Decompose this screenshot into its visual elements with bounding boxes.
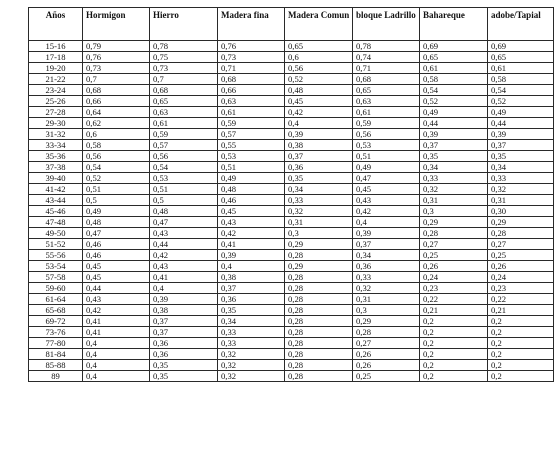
age-range-cell: 73-76 [29, 327, 83, 338]
value-cell: 0,64 [83, 107, 150, 118]
value-cell: 0,58 [488, 74, 554, 85]
value-cell: 0,37 [218, 283, 285, 294]
header-hierro: Hierro [150, 8, 218, 41]
value-cell: 0,37 [285, 151, 353, 162]
value-cell: 0,65 [150, 96, 218, 107]
value-cell: 0,37 [150, 316, 218, 327]
value-cell: 0,53 [218, 151, 285, 162]
table-row [29, 250, 554, 261]
age-range-cell: 19-20 [29, 63, 83, 74]
value-cell: 0,78 [353, 41, 420, 52]
value-cell: 0,39 [353, 228, 420, 239]
value-cell: 0,29 [420, 217, 488, 228]
value-cell: 0,68 [218, 74, 285, 85]
value-cell: 0,33 [285, 195, 353, 206]
value-cell: 0,51 [353, 151, 420, 162]
value-cell: 0,65 [353, 85, 420, 96]
value-cell: 0,31 [353, 294, 420, 305]
value-cell: 0,51 [83, 184, 150, 195]
table-row [29, 206, 554, 217]
depreciation-table [28, 7, 554, 382]
value-cell: 0,65 [488, 52, 554, 63]
age-range-cell: 31-32 [29, 129, 83, 140]
value-cell: 0,49 [218, 173, 285, 184]
value-cell: 0,39 [488, 129, 554, 140]
age-range-cell: 33-34 [29, 140, 83, 151]
age-range-cell: 53-54 [29, 261, 83, 272]
table-row [29, 74, 554, 85]
value-cell: 0,47 [353, 173, 420, 184]
header-madera-fina: Madera fina [218, 8, 285, 41]
value-cell: 0,47 [150, 217, 218, 228]
value-cell: 0,43 [218, 217, 285, 228]
value-cell: 0,28 [285, 305, 353, 316]
value-cell: 0,59 [150, 129, 218, 140]
value-cell: 0,45 [83, 261, 150, 272]
value-cell: 0,2 [420, 327, 488, 338]
table-row [29, 96, 554, 107]
value-cell: 0,48 [218, 184, 285, 195]
value-cell: 0,2 [420, 316, 488, 327]
value-cell: 0,23 [488, 283, 554, 294]
value-cell: 0,28 [285, 294, 353, 305]
value-cell: 0,48 [150, 206, 218, 217]
value-cell: 0,25 [353, 371, 420, 382]
value-cell: 0,21 [420, 305, 488, 316]
value-cell: 0,43 [353, 195, 420, 206]
value-cell: 0,36 [218, 294, 285, 305]
age-range-cell: 51-52 [29, 239, 83, 250]
value-cell: 0,59 [218, 118, 285, 129]
table-row [29, 338, 554, 349]
value-cell: 0,41 [83, 327, 150, 338]
value-cell: 0,29 [285, 239, 353, 250]
age-range-cell: 41-42 [29, 184, 83, 195]
value-cell: 0,76 [218, 41, 285, 52]
table-row [29, 173, 554, 184]
value-cell: 0,65 [285, 41, 353, 52]
value-cell: 0,32 [218, 349, 285, 360]
value-cell: 0,39 [150, 294, 218, 305]
value-cell: 0,44 [488, 118, 554, 129]
value-cell: 0,35 [218, 305, 285, 316]
value-cell: 0,29 [488, 217, 554, 228]
value-cell: 0,45 [353, 184, 420, 195]
value-cell: 0,56 [353, 129, 420, 140]
value-cell: 0,46 [83, 239, 150, 250]
table-row [29, 140, 554, 151]
value-cell: 0,29 [353, 316, 420, 327]
value-cell: 0,4 [218, 261, 285, 272]
value-cell: 0,38 [218, 272, 285, 283]
table-row [29, 129, 554, 140]
value-cell: 0,69 [420, 41, 488, 52]
value-cell: 0,28 [420, 228, 488, 239]
value-cell: 0,62 [83, 118, 150, 129]
header-bahareque: Bahareque [420, 8, 488, 41]
value-cell: 0,36 [150, 338, 218, 349]
value-cell: 0,43 [83, 294, 150, 305]
value-cell: 0,28 [285, 371, 353, 382]
table-row [29, 360, 554, 371]
value-cell: 0,26 [353, 360, 420, 371]
value-cell: 0,25 [488, 250, 554, 261]
value-cell: 0,44 [83, 283, 150, 294]
age-range-cell: 77-80 [29, 338, 83, 349]
value-cell: 0,36 [285, 162, 353, 173]
value-cell: 0,44 [150, 239, 218, 250]
age-range-cell: 69-72 [29, 316, 83, 327]
value-cell: 0,45 [285, 96, 353, 107]
value-cell: 0,43 [150, 261, 218, 272]
age-range-cell: 55-56 [29, 250, 83, 261]
value-cell: 0,35 [285, 173, 353, 184]
value-cell: 0,63 [353, 96, 420, 107]
value-cell: 0,68 [150, 85, 218, 96]
value-cell: 0,53 [353, 140, 420, 151]
age-range-cell: 61-64 [29, 294, 83, 305]
value-cell: 0,28 [285, 283, 353, 294]
value-cell: 0,61 [420, 63, 488, 74]
header-anos: Años [29, 8, 83, 41]
value-cell: 0,37 [353, 239, 420, 250]
value-cell: 0,38 [150, 305, 218, 316]
value-cell: 0,34 [285, 184, 353, 195]
value-cell: 0,49 [83, 206, 150, 217]
value-cell: 0,73 [83, 63, 150, 74]
value-cell: 0,58 [83, 140, 150, 151]
age-range-cell: 59-60 [29, 283, 83, 294]
value-cell: 0,4 [150, 283, 218, 294]
value-cell: 0,2 [488, 371, 554, 382]
age-range-cell: 21-22 [29, 74, 83, 85]
value-cell: 0,28 [285, 327, 353, 338]
header-row [29, 8, 554, 41]
table-row [29, 228, 554, 239]
value-cell: 0,31 [420, 195, 488, 206]
age-range-cell: 25-26 [29, 96, 83, 107]
value-cell: 0,58 [420, 74, 488, 85]
value-cell: 0,35 [420, 151, 488, 162]
value-cell: 0,4 [83, 349, 150, 360]
value-cell: 0,39 [218, 250, 285, 261]
value-cell: 0,73 [150, 63, 218, 74]
value-cell: 0,38 [285, 140, 353, 151]
value-cell: 0,27 [488, 239, 554, 250]
value-cell: 0,6 [285, 52, 353, 63]
value-cell: 0,49 [353, 162, 420, 173]
value-cell: 0,39 [285, 129, 353, 140]
value-cell: 0,2 [420, 371, 488, 382]
value-cell: 0,76 [83, 52, 150, 63]
value-cell: 0,3 [285, 228, 353, 239]
value-cell: 0,45 [83, 272, 150, 283]
value-cell: 0,48 [83, 217, 150, 228]
value-cell: 0,6 [83, 129, 150, 140]
value-cell: 0,53 [150, 173, 218, 184]
value-cell: 0,31 [488, 195, 554, 206]
value-cell: 0,35 [150, 360, 218, 371]
value-cell: 0,5 [83, 195, 150, 206]
value-cell: 0,41 [150, 272, 218, 283]
value-cell: 0,61 [488, 63, 554, 74]
value-cell: 0,30 [488, 206, 554, 217]
value-cell: 0,46 [218, 195, 285, 206]
value-cell: 0,32 [218, 360, 285, 371]
value-cell: 0,34 [488, 162, 554, 173]
age-range-cell: 47-48 [29, 217, 83, 228]
value-cell: 0,41 [218, 239, 285, 250]
value-cell: 0,24 [488, 272, 554, 283]
value-cell: 0,2 [488, 349, 554, 360]
table-row [29, 151, 554, 162]
value-cell: 0,63 [218, 96, 285, 107]
value-cell: 0,4 [353, 217, 420, 228]
value-cell: 0,2 [488, 316, 554, 327]
value-cell: 0,4 [83, 360, 150, 371]
value-cell: 0,42 [218, 228, 285, 239]
value-cell: 0,57 [218, 129, 285, 140]
value-cell: 0,51 [150, 184, 218, 195]
value-cell: 0,25 [420, 250, 488, 261]
table-row [29, 272, 554, 283]
value-cell: 0,56 [285, 63, 353, 74]
value-cell: 0,2 [488, 360, 554, 371]
value-cell: 0,26 [353, 349, 420, 360]
table-row [29, 316, 554, 327]
value-cell: 0,28 [285, 272, 353, 283]
value-cell: 0,37 [488, 140, 554, 151]
value-cell: 0,32 [488, 184, 554, 195]
value-cell: 0,45 [218, 206, 285, 217]
value-cell: 0,42 [150, 250, 218, 261]
value-cell: 0,47 [83, 228, 150, 239]
table-row [29, 184, 554, 195]
value-cell: 0,32 [218, 371, 285, 382]
table-row [29, 349, 554, 360]
age-range-cell: 65-68 [29, 305, 83, 316]
value-cell: 0,79 [83, 41, 150, 52]
value-cell: 0,36 [353, 261, 420, 272]
value-cell: 0,52 [488, 96, 554, 107]
value-cell: 0,61 [150, 118, 218, 129]
age-range-cell: 89 [29, 371, 83, 382]
age-range-cell: 57-58 [29, 272, 83, 283]
value-cell: 0,34 [420, 162, 488, 173]
value-cell: 0,32 [420, 184, 488, 195]
header-madera-comun: Madera Comun [285, 8, 353, 41]
value-cell: 0,46 [83, 250, 150, 261]
age-range-cell: 23-24 [29, 85, 83, 96]
value-cell: 0,28 [353, 327, 420, 338]
table-row [29, 41, 554, 52]
age-range-cell: 27-28 [29, 107, 83, 118]
age-range-cell: 43-44 [29, 195, 83, 206]
value-cell: 0,52 [83, 173, 150, 184]
header-adobe-tapial: adobe/Tapial [488, 8, 554, 41]
value-cell: 0,66 [83, 96, 150, 107]
value-cell: 0,52 [285, 74, 353, 85]
value-cell: 0,22 [420, 294, 488, 305]
value-cell: 0,26 [488, 261, 554, 272]
table-row [29, 371, 554, 382]
value-cell: 0,42 [83, 305, 150, 316]
value-cell: 0,4 [83, 338, 150, 349]
table-row [29, 305, 554, 316]
table-row [29, 283, 554, 294]
table-row [29, 217, 554, 228]
value-cell: 0,29 [285, 261, 353, 272]
value-cell: 0,33 [420, 173, 488, 184]
value-cell: 0,66 [218, 85, 285, 96]
value-cell: 0,2 [488, 327, 554, 338]
value-cell: 0,34 [218, 316, 285, 327]
value-cell: 0,71 [218, 63, 285, 74]
table-row [29, 294, 554, 305]
value-cell: 0,69 [488, 41, 554, 52]
table-row [29, 162, 554, 173]
value-cell: 0,35 [488, 151, 554, 162]
value-cell: 0,32 [285, 206, 353, 217]
value-cell: 0,54 [488, 85, 554, 96]
value-cell: 0,63 [150, 107, 218, 118]
value-cell: 0,23 [420, 283, 488, 294]
value-cell: 0,71 [353, 63, 420, 74]
age-range-cell: 81-84 [29, 349, 83, 360]
table-row [29, 107, 554, 118]
value-cell: 0,73 [218, 52, 285, 63]
value-cell: 0,37 [420, 140, 488, 151]
value-cell: 0,28 [285, 360, 353, 371]
value-cell: 0,4 [285, 118, 353, 129]
value-cell: 0,28 [285, 349, 353, 360]
value-cell: 0,43 [150, 228, 218, 239]
value-cell: 0,57 [150, 140, 218, 151]
value-cell: 0,26 [420, 261, 488, 272]
header-hormigon: Hormigon [83, 8, 150, 41]
age-range-cell: 35-36 [29, 151, 83, 162]
value-cell: 0,33 [218, 327, 285, 338]
age-range-cell: 17-18 [29, 52, 83, 63]
table-row [29, 118, 554, 129]
value-cell: 0,22 [488, 294, 554, 305]
value-cell: 0,3 [420, 206, 488, 217]
value-cell: 0,33 [218, 338, 285, 349]
value-cell: 0,44 [420, 118, 488, 129]
value-cell: 0,75 [150, 52, 218, 63]
value-cell: 0,37 [150, 327, 218, 338]
table-row [29, 85, 554, 96]
table-row [29, 261, 554, 272]
value-cell: 0,56 [83, 151, 150, 162]
value-cell: 0,4 [83, 371, 150, 382]
value-cell: 0,34 [353, 250, 420, 261]
table-row [29, 195, 554, 206]
table-row [29, 327, 554, 338]
table-row [29, 63, 554, 74]
value-cell: 0,31 [285, 217, 353, 228]
age-range-cell: 15-16 [29, 41, 83, 52]
value-cell: 0,28 [488, 228, 554, 239]
value-cell: 0,74 [353, 52, 420, 63]
value-cell: 0,7 [150, 74, 218, 85]
age-range-cell: 37-38 [29, 162, 83, 173]
value-cell: 0,68 [83, 85, 150, 96]
value-cell: 0,36 [150, 349, 218, 360]
age-range-cell: 29-30 [29, 118, 83, 129]
value-cell: 0,49 [488, 107, 554, 118]
value-cell: 0,41 [83, 316, 150, 327]
value-cell: 0,49 [420, 107, 488, 118]
value-cell: 0,52 [420, 96, 488, 107]
value-cell: 0,2 [420, 360, 488, 371]
value-cell: 0,54 [150, 162, 218, 173]
value-cell: 0,56 [150, 151, 218, 162]
age-range-cell: 39-40 [29, 173, 83, 184]
value-cell: 0,54 [420, 85, 488, 96]
value-cell: 0,78 [150, 41, 218, 52]
value-cell: 0,27 [353, 338, 420, 349]
value-cell: 0,2 [488, 338, 554, 349]
value-cell: 0,51 [218, 162, 285, 173]
value-cell: 0,55 [218, 140, 285, 151]
value-cell: 0,42 [285, 107, 353, 118]
value-cell: 0,35 [150, 371, 218, 382]
age-range-cell: 45-46 [29, 206, 83, 217]
value-cell: 0,68 [353, 74, 420, 85]
value-cell: 0,2 [420, 349, 488, 360]
table-row [29, 239, 554, 250]
value-cell: 0,28 [285, 338, 353, 349]
header-bloque-ladrillo: bloque Ladrillo [353, 8, 420, 41]
value-cell: 0,28 [285, 250, 353, 261]
age-range-cell: 85-88 [29, 360, 83, 371]
value-cell: 0,28 [285, 316, 353, 327]
value-cell: 0,61 [218, 107, 285, 118]
value-cell: 0,61 [353, 107, 420, 118]
value-cell: 0,7 [83, 74, 150, 85]
table-row [29, 52, 554, 63]
value-cell: 0,32 [353, 283, 420, 294]
value-cell: 0,21 [488, 305, 554, 316]
value-cell: 0,3 [353, 305, 420, 316]
value-cell: 0,42 [353, 206, 420, 217]
value-cell: 0,39 [420, 129, 488, 140]
value-cell: 0,33 [488, 173, 554, 184]
value-cell: 0,2 [420, 338, 488, 349]
value-cell: 0,48 [285, 85, 353, 96]
value-cell: 0,65 [420, 52, 488, 63]
value-cell: 0,27 [420, 239, 488, 250]
value-cell: 0,24 [420, 272, 488, 283]
value-cell: 0,59 [353, 118, 420, 129]
value-cell: 0,33 [353, 272, 420, 283]
value-cell: 0,5 [150, 195, 218, 206]
value-cell: 0,54 [83, 162, 150, 173]
age-range-cell: 49-50 [29, 228, 83, 239]
